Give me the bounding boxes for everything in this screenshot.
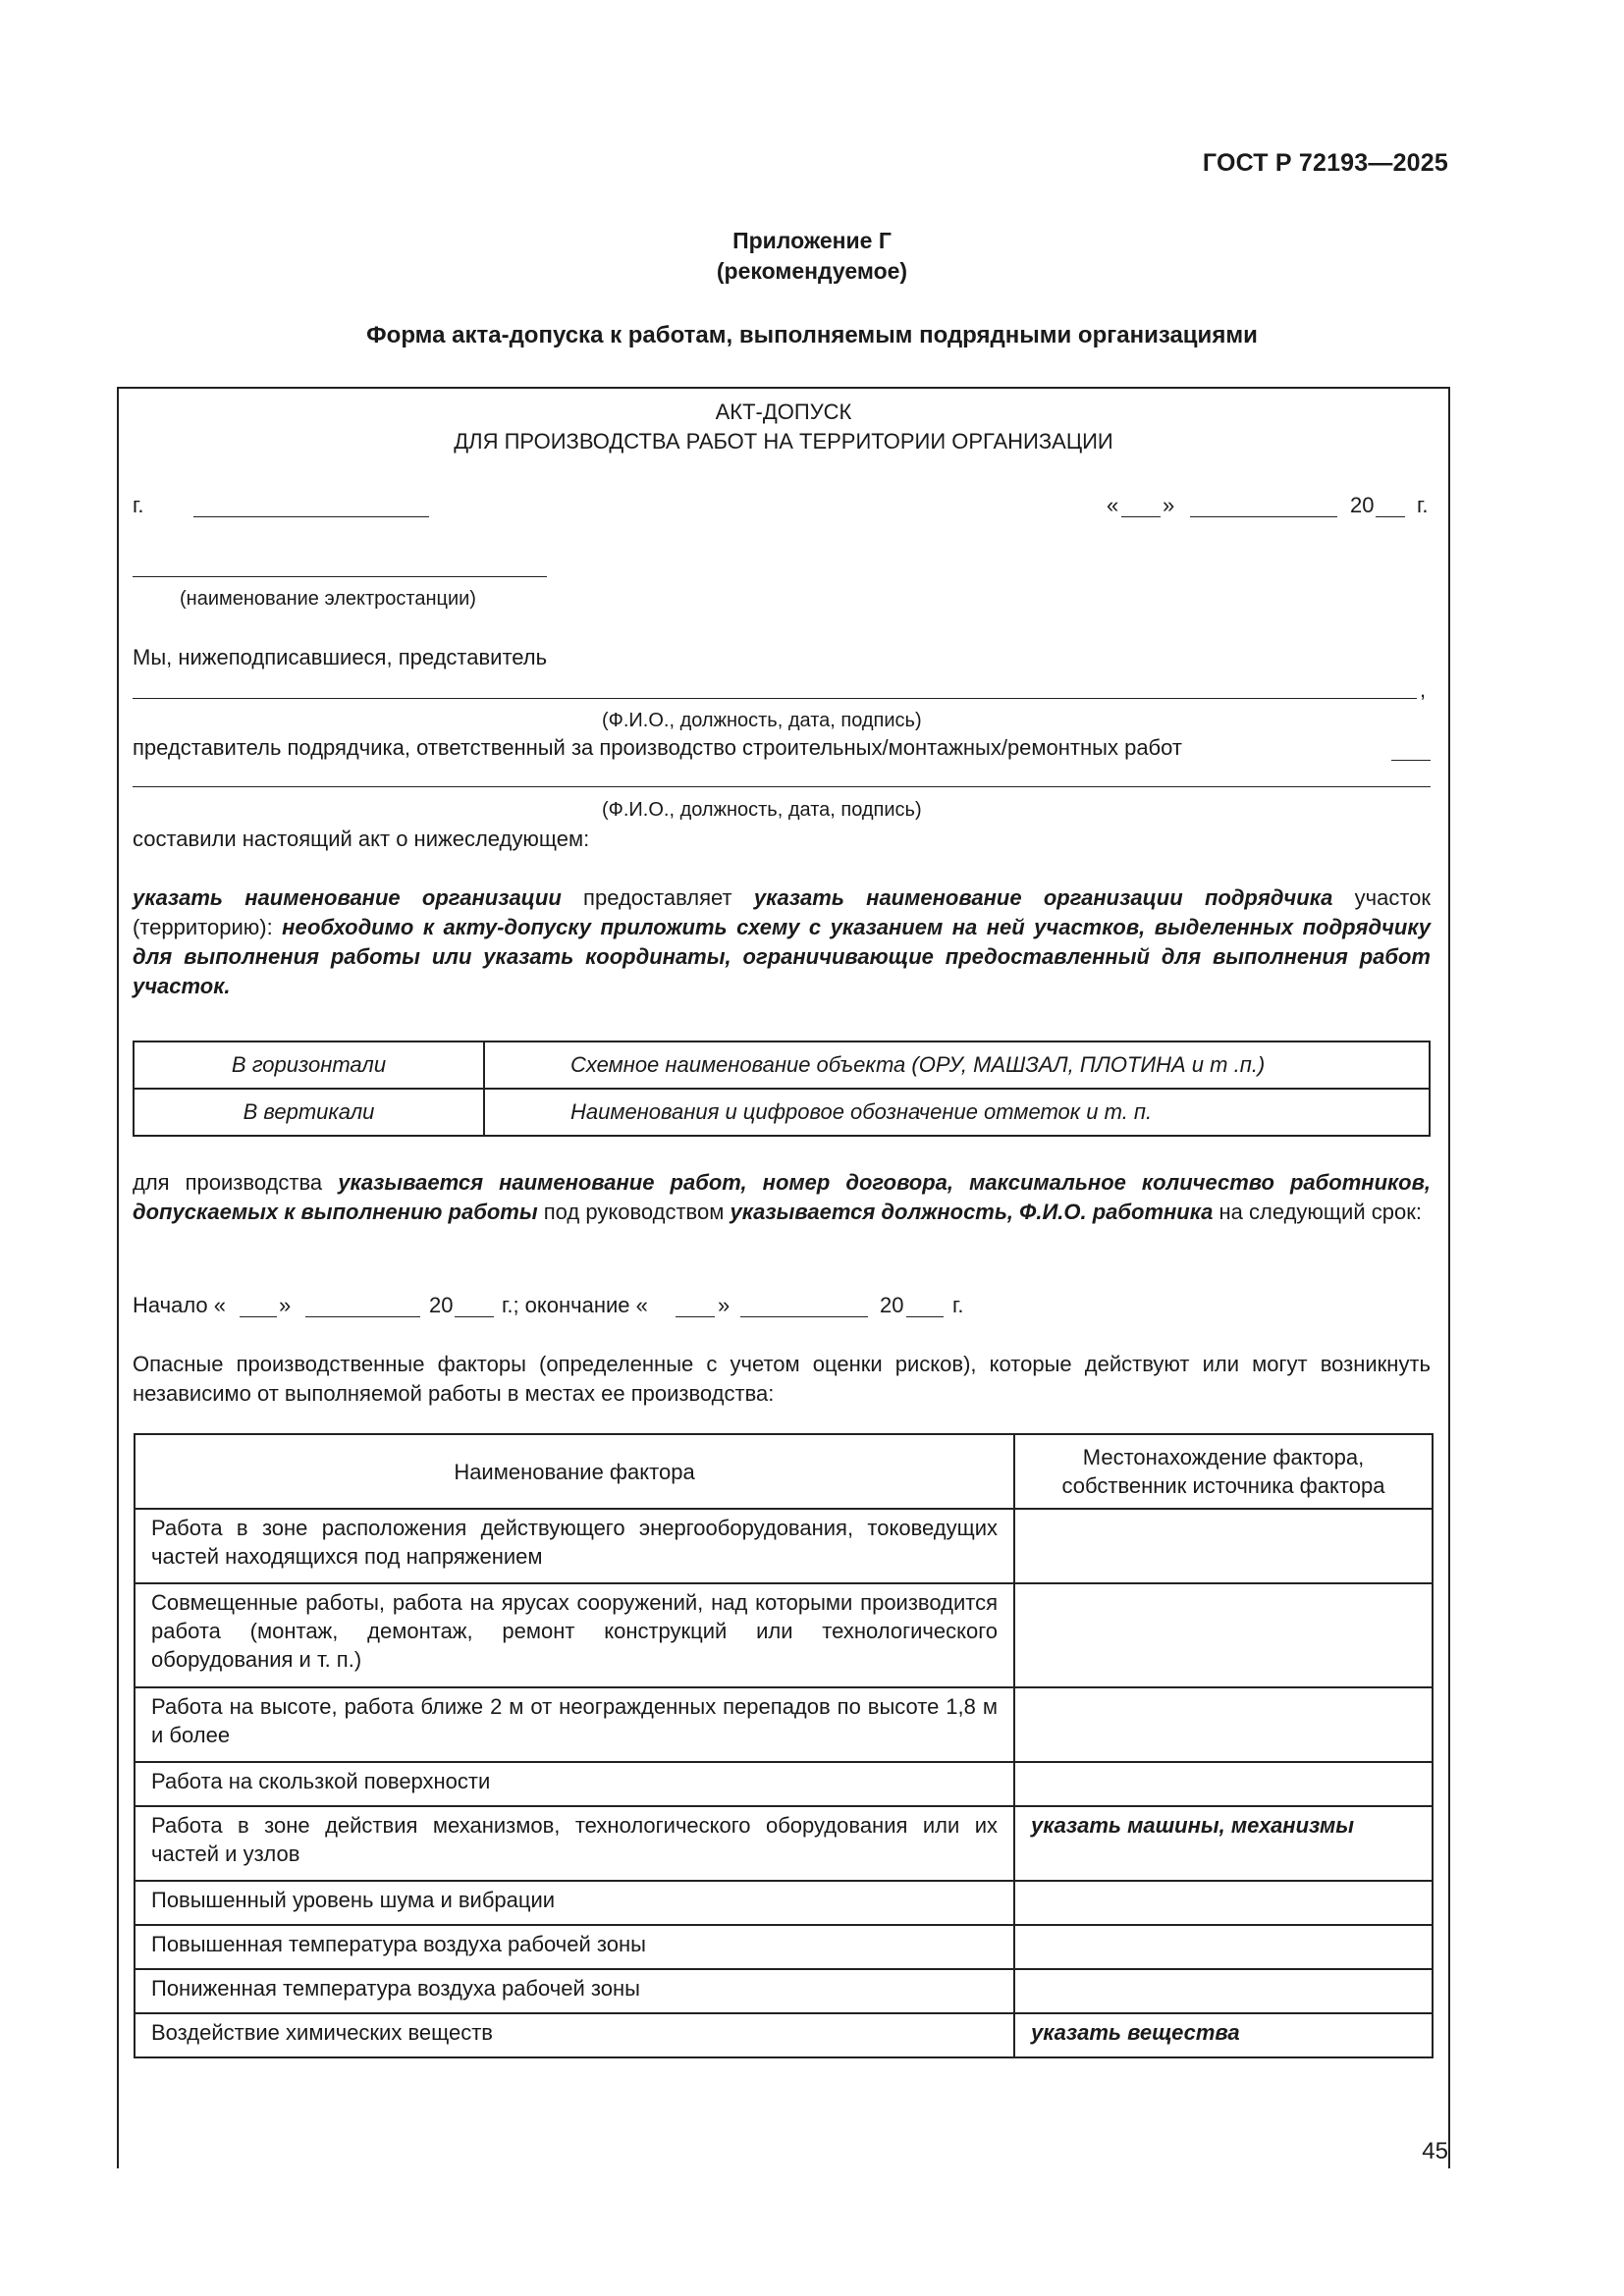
start-year-prefix: 20 (429, 1293, 454, 1317)
act-subtitle: ДЛЯ ПРОИЗВОДСТВА РАБОТ НА ТЕРРИТОРИИ ОРГАНИЗАЦИИ (454, 429, 1113, 454)
org-name-hint: указать наименование организации (133, 885, 562, 910)
page-number: 45 (1422, 2138, 1448, 2164)
location-cell (1014, 1762, 1433, 1806)
we-signed-text: Мы, нижеподписавшиеся, представитель (133, 645, 548, 669)
frame-right-border (1448, 387, 1450, 2168)
hazards-intro: Опасные производственные факторы (определенные с учетом оценки рисков), которые действуют или могут возникнуть независимо от выполняемой работы в местах ее производства: (133, 1352, 1431, 1406)
table-header-row (135, 1434, 1433, 1509)
start-year-blank (455, 1316, 494, 1317)
territory-paragraph (133, 883, 1431, 1001)
col-header-location: Местонахождение фактора, собственник источника фактора (1014, 1434, 1433, 1509)
table-row (135, 2013, 1433, 2057)
location-cell (1014, 1925, 1433, 1969)
coord-axis-cell: В вертикали (134, 1089, 484, 1136)
work-paragraph (133, 1168, 1431, 1227)
fio-caption-1: (Ф.И.О., должность, дата, подпись) (602, 710, 922, 731)
factor-cell: Пониженная температура воздуха рабочей зоны (135, 1969, 1014, 2013)
table-row (135, 1687, 1433, 1762)
plant-name-blank (133, 576, 547, 577)
location-cell (1014, 1509, 1433, 1583)
factor-cell: Повышенная температура воздуха рабочей зоны (135, 1925, 1014, 1969)
table-row (135, 1925, 1433, 1969)
city-prefix: г. (133, 493, 144, 517)
location-cell (1014, 1969, 1433, 2013)
standard-number: ГОСТ Р 72193—2025 (1202, 149, 1448, 177)
factor-cell: Работа в зоне действия механизмов, технологического оборудования или их частей и узлов (135, 1806, 1014, 1881)
location-cell: указать машины, механизмы (1014, 1806, 1433, 1881)
factor-cell: Работа на высоте, работа ближе 2 м от неогражденных перепадов по высоте 1,8 м и более (135, 1687, 1014, 1762)
date-open-quote: « (1107, 493, 1119, 517)
hazards-table (134, 1433, 1434, 2058)
end-year-prefix: 20 (880, 1293, 904, 1317)
table-row (135, 1762, 1433, 1806)
date-day-blank (1121, 516, 1161, 517)
factor-cell: Работа в зоне расположения действующего энергооборудования, токоведущих частей находящихся под напряжением (135, 1509, 1014, 1583)
start-label: Начало « (133, 1293, 227, 1317)
frame-left-border (117, 387, 119, 2168)
contractor-rep-blank (133, 786, 1431, 787)
factor-cell: Воздействие химических веществ (135, 2013, 1014, 2057)
start-month-blank (305, 1316, 420, 1317)
rep-comma: , (1420, 677, 1427, 702)
table-row (135, 1969, 1433, 2013)
date-year-prefix: 20 (1350, 493, 1375, 517)
location-cell (1014, 1881, 1433, 1925)
work-text-a: для производства (133, 1170, 339, 1195)
date-suffix: г. (1417, 493, 1429, 517)
coord-axis-cell: В горизонтали (134, 1041, 484, 1089)
factor-cell: Работа на скользкой поверхности (135, 1762, 1014, 1806)
fio-caption-2: (Ф.И.О., должность, дата, подпись) (602, 799, 922, 821)
start-day-blank (240, 1316, 277, 1317)
start-close-quote: » (279, 1293, 292, 1317)
date-year-blank (1376, 516, 1405, 517)
appendix-title: Приложение Г (732, 228, 892, 253)
table-row (134, 1041, 1430, 1089)
supervisor-hint: указывается должность, Ф.И.О. работника (730, 1200, 1214, 1224)
factor-cell: Повышенный уровень шума и вибрации (135, 1881, 1014, 1925)
table-row (134, 1089, 1430, 1136)
compiled-text: составили настоящий акт о нижеследующем: (133, 827, 590, 851)
rep-name-blank (133, 698, 1417, 699)
act-title: АКТ-ДОПУСК (715, 400, 852, 424)
contractor-rep-blank-short (1391, 760, 1431, 761)
col-header-factor: Наименование фактора (135, 1434, 1014, 1509)
end-year-blank (906, 1316, 944, 1317)
frame-top-border (117, 387, 1450, 389)
coordinates-table (133, 1041, 1431, 1137)
table-row (135, 1881, 1433, 1925)
work-text-e: на следующий срок: (1213, 1200, 1422, 1224)
provides-text: предоставляет (561, 885, 754, 910)
contractor-rep-text: представитель подрядчика, ответственный за производство строительных/монтажных/ремонтных работ (133, 735, 1182, 760)
contractor-name-hint: указать наименование организации подрядчика (753, 885, 1333, 910)
factor-cell: Совмещенные работы, работа на ярусах сооружений, над которыми производится работа (монтаж, демонтаж, ремонт конструкций или технологического оборудования и т. п.) (135, 1583, 1014, 1687)
location-cell: указать вещества (1014, 2013, 1433, 2057)
coord-desc-cell: Схемное наименование объекта (ОРУ, МАШЗАЛ, ПЛОТИНА и т .п.) (484, 1041, 1430, 1089)
date-month-blank (1190, 516, 1337, 517)
end-close-quote: » (718, 1293, 731, 1317)
work-text-c: под руководством (537, 1200, 731, 1224)
table-row (135, 1509, 1433, 1583)
city-blank (193, 516, 429, 517)
table-row (135, 1583, 1433, 1687)
end-month-blank (740, 1316, 868, 1317)
location-cell (1014, 1583, 1433, 1687)
work-name-hint: указывается наименование работ, номер договора, максимальное количество работников, допускаемых к выполнению работы (133, 1170, 1432, 1224)
appendix-subtitle: (рекомендуемое) (716, 258, 908, 284)
date-close-quote: » (1163, 493, 1175, 517)
scheme-hint: необходимо к акту-допуску приложить схему с указанием на ней участков, выделенных подрядчику для выполнения работы или указать координаты, ограничивающие предоставленный для выполнения работ участок. (133, 915, 1431, 998)
table-row (135, 1806, 1433, 1881)
plant-caption: (наименование электростанции) (180, 588, 476, 610)
location-cell (1014, 1687, 1433, 1762)
end-year-suffix: г. (952, 1293, 964, 1317)
end-day-blank (676, 1316, 715, 1317)
form-title: Форма акта-допуска к работам, выполняемым подрядными организациями (366, 322, 1258, 348)
end-label: г.; окончание « (502, 1293, 648, 1317)
coord-desc-cell: Наименования и цифровое обозначение отметок и т. п. (484, 1089, 1430, 1136)
territory-text: участок (территорию): (133, 885, 1432, 939)
